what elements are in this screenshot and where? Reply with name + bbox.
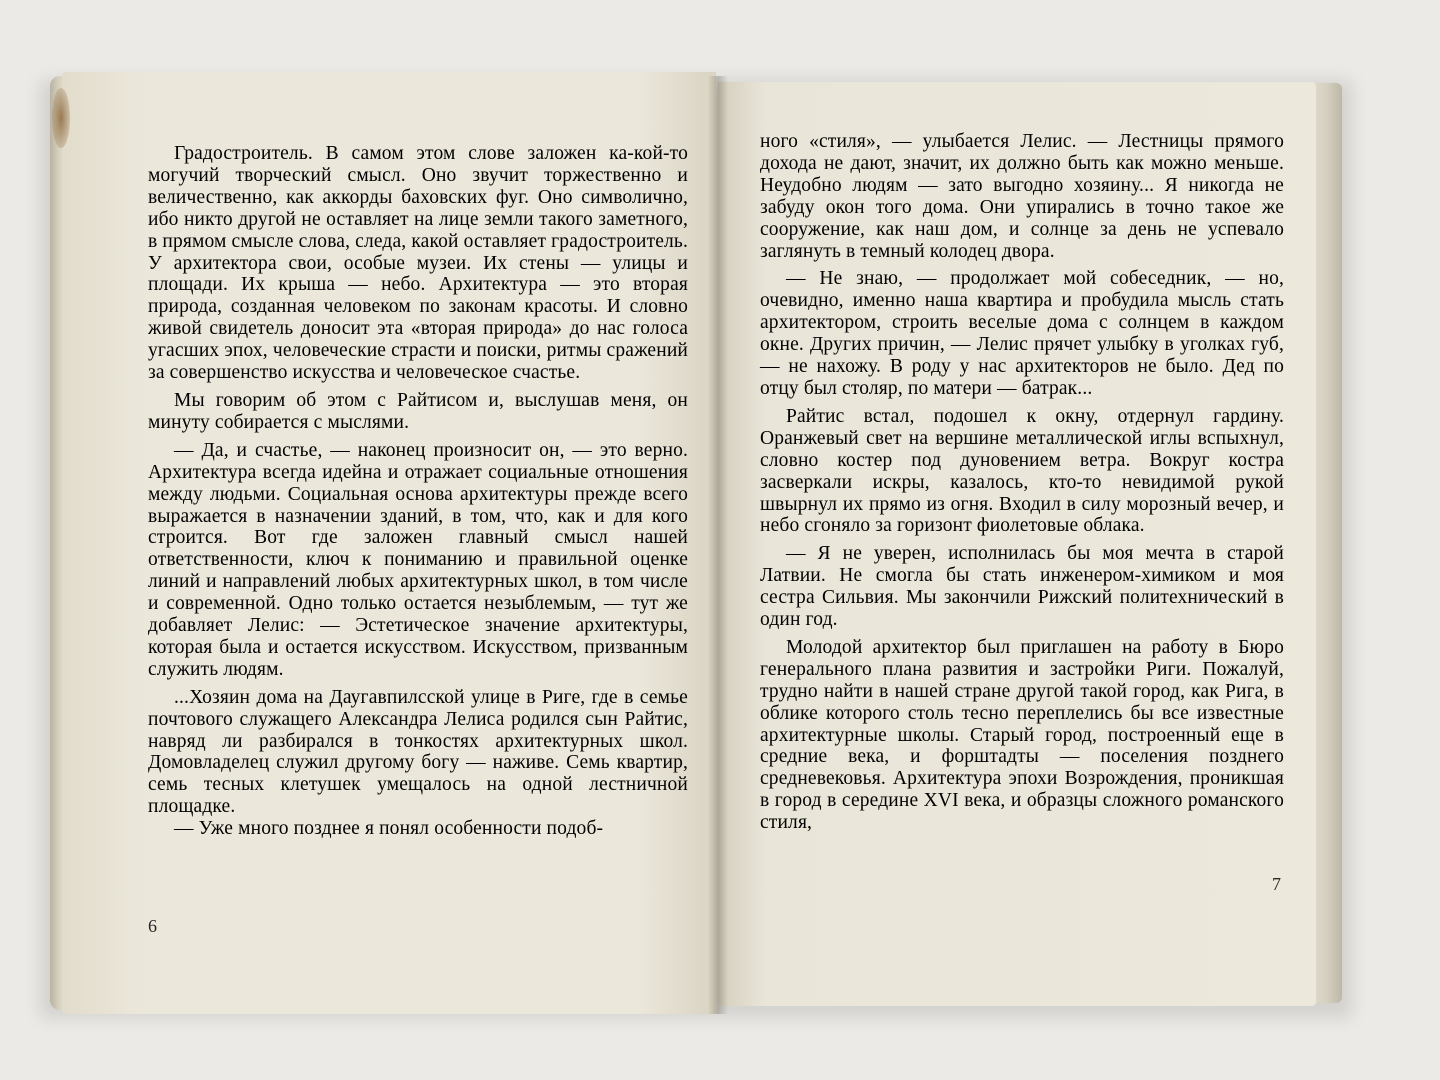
paragraph: ...Хозяин дома на Даугавпилсской улице в Риге, где в семье почтового служащего Александра Лелиса родился сын Райтис, навряд ли разбирался в тонкостях архитектурных школ. Домовладелец служил другому богу — наживе. Семь квартир, семь тесных клетушек умещалось на одной лестничной площадке. [148,686,688,818]
page-stain [52,88,70,148]
paragraph: — Уже много позднее я понял особенности подоб- [174,818,604,840]
book-spine [708,76,728,1014]
paragraph: — Не знаю, — продолжает мой собеседник, — но, очевидно, именно наша квартира и пробудила мысль стать архитектором, строить веселые дома с солнцем в каждом окне. Других причин, — Лелис прячет улыбку в уголках губ, — не нахожу. В роду у нас архитекторов не было. Дед по отцу был столяр, по матери — батрак... [760,268,1284,399]
paragraph: Градостроитель. В самом этом слове заложен ка-кой-то могучий творческий смысл. Оно звучит торжественно и величественно, как аккорды баховских фуг. Оно символично, ибо никто другой не оставляет на лице земли такого заметного, в прямом смысле слова, следа, какой оставляет градостроитель. У архитектора свои, особые музеи. Их стены — улицы и площади. Их крыша — небо. Архитектура — это вторая природа, созданная человеком по законам красоты. И словно живой свидетель доносит эта «вторая природа» до нас голоса угасших эпох, человеческие страсти и поиски, ритмы сражений за совершенство искусства и человеческое счастье. [148,143,688,384]
left-page-text [148,143,688,840]
page-number-right: 7 [1272,874,1281,894]
paragraph: Райтис встал, подошел к окну, отдернул гардину. Оранжевый свет на вершине металлической иглы вспыхнул, словно костер под дуновением ветра. Вокруг костра засверкали искры, казалось, кто-то невидимой рукой швырнул их прямо из огня. Входил в силу морозный вечер, и небо сгоняло за горизонт фиолетовые облака. [760,405,1284,537]
paragraph: Молодой архитектор был приглашен на работу в Бюро генерального плана развития и застройки Риги. Пожалуй, трудно найти в нашей стране другой такой город, как Рига, в облике которого столь тесно переплелись бы все известные архитектурные школы. Старый город, построенный еще в средние века, и форштадты — поселения позднего средневековья. Архитектура эпохи Возрождения, проникшая в город в середине XVI века, и образцы сложного романского стиля, [760,636,1284,834]
page-number-left: 6 [148,916,157,936]
paragraph: Мы говорим об этом с Райтисом и, выслушав меня, он минуту собирается с мыслями. [148,389,688,433]
paragraph: — Да, и счастье, — наконец произносит он, — это верно. Архитектура всегда идейна и отражает социальные отношения между людьми. Социальная основа архитектуры прежде всего выражается в назначении зданий, в том, что, как и для кого строится. Вот где заложен главный смысл нашей ответственности, ключ к пониманию и правильной оценке линий и направлений любых архитектурных школ, в том числе и современной. Одно только остается незыблемым, — тут же добавляет Лелис: — Эстетическое значение архитектуры, которая была и остается искусством. Искусством, призванным служить людям. [148,439,688,680]
paragraph: ного «стиля», — улыбается Лелис. — Лестницы прямого дохода не дают, значит, их должно быть как можно меньше. Неудобно людям — зато выгодно хозяину... Я никогда не забуду окон того дома. Они упирались в точно такое же сооружение, как наш дом, и солнце за день не успевало заглянуть в темный колодец двора. [760,131,1284,262]
right-page-text [760,131,1284,834]
paragraph: — Я не уверен, исполнилась бы моя мечта в старой Латвии. Не смогла бы стать инженером-химиком и моя сестра Сильвия. Мы закончили Рижский политехнический в один год. [760,543,1284,631]
